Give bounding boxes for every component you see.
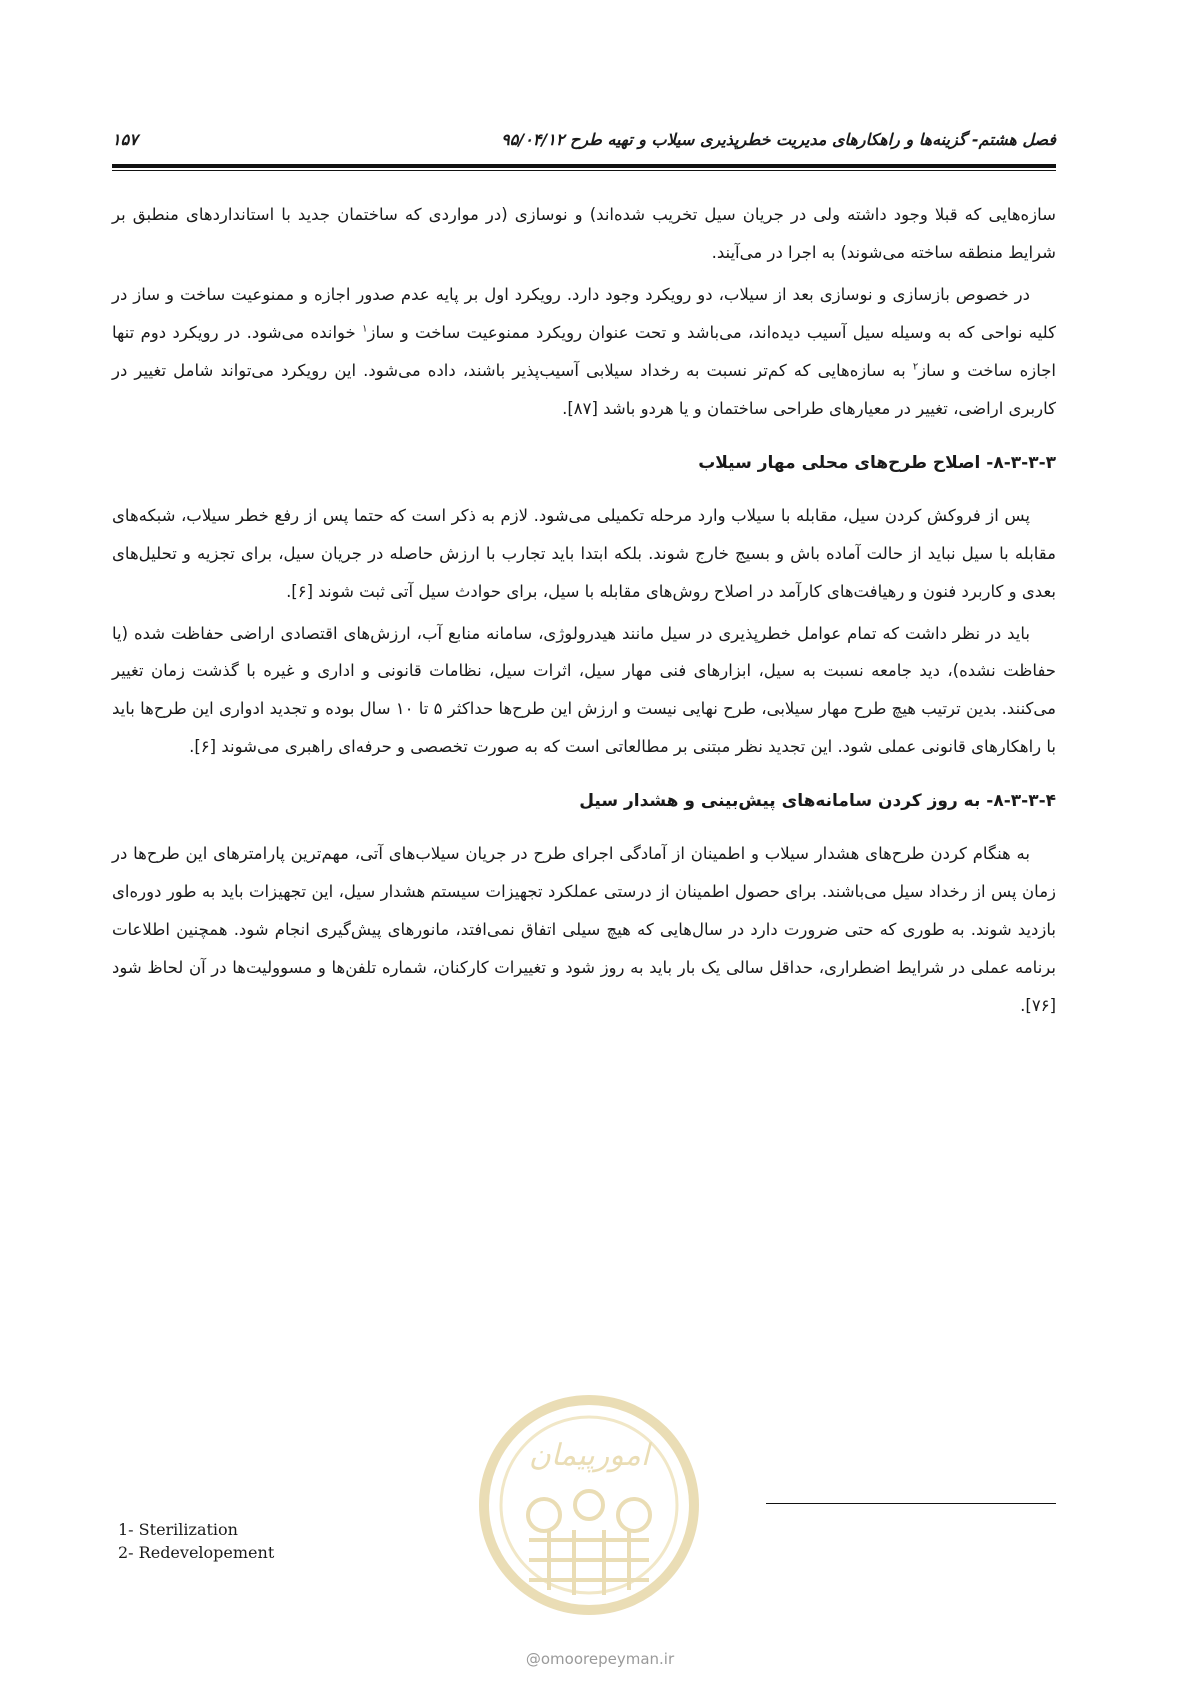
header-rule-thick [112, 164, 1056, 168]
page-number: ۱۵۷ [112, 130, 138, 149]
watermark-logo-icon [474, 1390, 704, 1630]
watermark-logo-text: امورپیمان [528, 1438, 650, 1473]
footnote-2: 2- Redevelopement [118, 1543, 275, 1562]
paragraph-2 [112, 276, 1056, 428]
watermark-url [485, 1650, 715, 1668]
footnote-ref-2: ۲ [912, 361, 919, 373]
page-body [112, 196, 1056, 1029]
paragraph-3: پس از فروکش کردن سیل، مقابله با سیلاب وارد مرحله تکمیلی می‌شود. لازم به ذکر است که حتما پس از رفع خطر سیلاب، شبکه‌های مقابله با سیل نباید از حالت آماده باش و بسیج خارج شوند. بلکه ابتدا باید تجارب با ارزش حاصله در جریان سیل، برای تجزیه و تحلیل‌های بعدی و کاربرد فنون و رهیافت‌های کارآمد در اصلاح روش‌های مقابله با سیل، برای حوادث سیل آتی ثبت شوند [۶]. [112, 505, 1056, 601]
section-heading-8-3-3-4: ۸-۳-۳-۴- به روز کردن سامانه‌های پیش‌بینی و هشدار سیل [579, 791, 1056, 812]
header-rule-thin [112, 170, 1056, 171]
page-header [112, 130, 1056, 160]
paragraph-2-part-b: خوانده می‌شود. در رویکرد دوم تنها اجازه ساخت و ساز [112, 322, 1057, 380]
footnote-ref-1: ۱ [362, 323, 368, 335]
watermark-url-text: omoorepeyman.ir [540, 1650, 675, 1668]
at-icon: @ [525, 1650, 541, 1668]
footnote-1: 1- Sterilization [118, 1520, 238, 1539]
footnotes [118, 1518, 274, 1564]
chapter-title: فصل هشتم- گزینه‌ها و راهکارهای مدیریت خطرپذیری سیلاب و تهیه طرح ۹۵/۰۴/۱۲ [501, 130, 1056, 149]
section-heading-8-3-3-3: ۸-۳-۳-۳- اصلاح طرح‌های محلی مهار سیلاب [698, 452, 1056, 473]
paragraph-5: به هنگام کردن طرح‌های هشدار سیلاب و اطمینان از آمادگی اجرای طرح در جریان سیلاب‌های آتی، مهم‌ترین پارامترهای این طرح‌ها در زمان پس از رخداد سیل می‌باشند. برای حصول اطمینان از درستی عملکرد تجهیزات سیستم هشدار سیل، این تجهیزات باید به طور دوره‌ای بازدید شوند. به طوری که حتی ضرورت دارد در سال‌هایی که هیچ سیلی اتفاق نمی‌افتد، مانورهای پیش‌گیری انجام شود. همچنین اطلاعات برنامه عملی در شرایط اضطراری، حداقل سالی یک بار باید به روز شود و تغییرات کارکنان، شماره تلفن‌ها و مسوولیت‌ها در آن لحاظ شود [۷۶]. [112, 844, 1056, 1016]
paragraph-4: باید در نظر داشت که تمام عوامل خطرپذیری در سیل مانند هیدرولوژی، سامانه منابع آب، ارزش‌های اقتصادی اراضی حفاظت شده (یا حفاظت نشده)، دید جامعه نسبت به سیل، ابزارهای فنی مهار سیل، اثرات سیل، نظامات قانونی و اداری و غیره با گذشت زمان تغییر می‌کنند. بدین ترتیب هیچ طرح مهار سیلابی، طرح نهایی نیست و ارزش این طرح‌ها حداکثر ۵ تا ۱۰ سال بوده و تجدید ادواری این طرح‌ها باید با راهکارهای قانونی عملی شود. این تجدید نظر مبتنی بر مطالعاتی است که به صورت تخصصی و حرفه‌ای راهبری می‌شوند [۶]. [112, 623, 1056, 757]
footnote-separator [766, 1503, 1056, 1504]
paragraph-1: سازه‌هایی که قبلا وجود داشته ولی در جریان سیل تخریب شده‌اند) و نوسازی (در مواردی که ساختمان جدید با استانداردهای منطبق بر شرایط منطقه ساخته می‌شوند) به اجرا در می‌آیند. [112, 205, 1056, 262]
paragraph-2-part-c: به سازه‌هایی که کم‌تر نسبت به رخداد سیلابی آسیب‌پذیر باشند، داده می‌شود. این رویکرد می‌تواند شامل تغییر در کاربری اراضی، تغییر در معیارهای طراحی ساختمان و یا هردو باشد [۸۷]. [112, 360, 1056, 418]
paragraph-2-part-a: در خصوص بازسازی و نوسازی بعد از سیلاب، دو رویکرد وجود دارد. رویکرد اول بر پایه عدم صدور اجازه و ممنوعیت ساخت و ساز در کلیه نواحی که به وسیله سیل آسیب دیده‌اند، می‌باشد و تحت عنوان رویکرد ممنوعیت ساخت و ساز [112, 284, 1056, 342]
